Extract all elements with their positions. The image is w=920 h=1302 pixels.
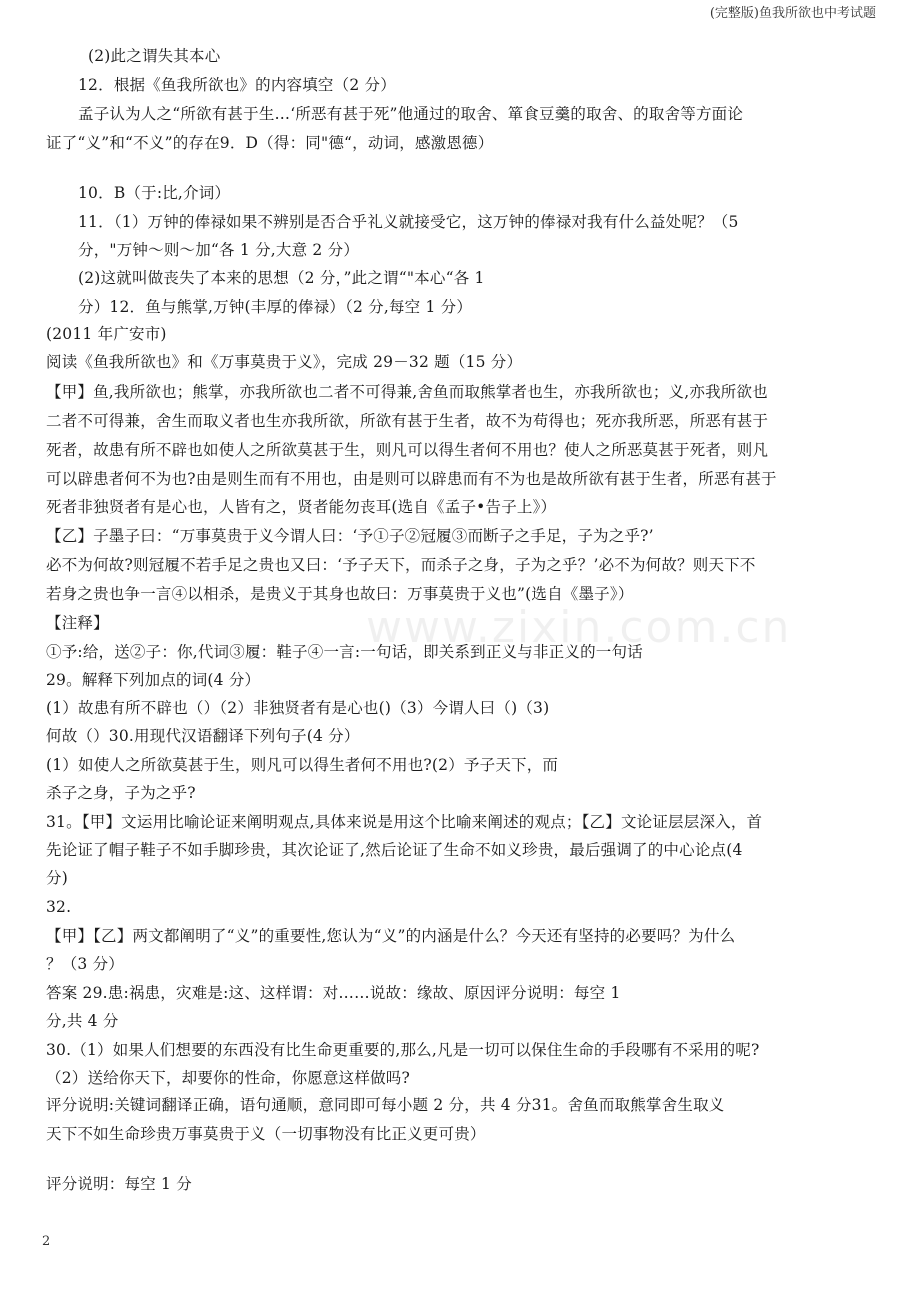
text-line: 孟子认为人之“所欲有甚于生…‘所恶有甚于死”他通过的取舍、箪食豆羹的取舍、的取舍等方面论 [78, 105, 744, 123]
text-line: （2）送给你天下，却要你的性命，你愿意这样做吗? [46, 1069, 410, 1087]
passage-jia: 可以辟患者何不为也?由是则生而有不用也，由是则可以辟患而有不为也是故所欲有甚于生者，所恶有甚于 [46, 470, 777, 488]
text-line: 天下不如生命珍贵万事莫贵于义（一切事物没有比正义更可贵） [46, 1125, 486, 1143]
text-line: 分，"万钟～则～加“各 1 分,大意 2 分） [78, 241, 360, 259]
text-line: 分）12．鱼与熊掌,万钟(丰厚的俸禄）（2 分,每空 1 分） [78, 298, 473, 316]
answer-29: 答案 29.患:祸患，灾难是:这、这样谓：对……说故：缘故、原因评分说明：每空 1 [46, 984, 621, 1002]
text-line: (2)这就叫做丧失了本来的思想（2 分，”此之谓“"本心“各 1 [78, 269, 485, 287]
passage-jia: 【甲】鱼,我所欲也；熊掌，亦我所欲也二者不可得兼,舍鱼而取熊掌者也生，亦我所欲也；义,亦我所欲也 [46, 383, 768, 401]
notes-heading: 【注释】 [46, 614, 109, 632]
text-line: 10．B（于:比,介词） [78, 184, 231, 202]
text-line: 杀子之身，子为之乎? [46, 784, 196, 802]
passage-jia: 死者非独贤者有是心也，人皆有之，贤者能勿丧耳(选自《孟子•告子上》） [46, 498, 557, 516]
text-line: ？（3 分） [46, 955, 124, 973]
question-32: 32. [46, 898, 72, 916]
passage-yi: 若身之贵也争一言④以相杀，是贵义于其身也故曰：万事莫贵于义也”(选自《墨子》） [46, 585, 634, 603]
document-header: (完整版)鱼我所欲也中考试题 [709, 6, 876, 21]
scoring-note: 评分说明:关键词翻译正确，语句通顺，意同即可每小题 2 分，共 4 分31。舍鱼而取熊掌舍生取义 [46, 1096, 725, 1114]
question-29: 29。解释下列加点的词(4 分） [46, 671, 261, 689]
notes-text: ①予:给，送②子：你,代词③履：鞋子④一言:一句话，即关系到正义与非正义的一句话 [46, 643, 643, 661]
passage-jia: 二者不可得兼，舍生而取义者也生亦我所欲，所欲有甚于生者，故不为苟得也；死亦我所恶，所恶有甚于 [46, 412, 769, 430]
passage-jia: 死者，故患有所不辟也如使人之所欲莫甚于生，则凡可以得生者何不用也？使人之所恶莫甚于死者，则凡 [46, 441, 769, 459]
passage-yi: 【乙】子墨子曰：“万事莫贵于义今谓人曰：‘予①子②冠履③而断子之手足，子为之乎?’ [46, 527, 654, 545]
question-12: 12．根据《鱼我所欲也》的内容填空（2 分） [78, 76, 396, 94]
passage-yi: 必不为何故?则冠履不若手足之贵也又曰：‘予子天下，而杀子之身，子为之乎？’必不为何故？则天下不 [46, 556, 756, 574]
reading-instruction: 阅读《鱼我所欲也》和《万事莫贵于义》，完成 29－32 题（15 分） [46, 353, 523, 371]
text-line: 何故（）30.用现代汉语翻译下列句子(4 分） [46, 727, 360, 745]
text-line: 【甲】【乙】两文都阐明了“义”的重要性,您认为“义”的内涵是什么？今天还有坚持的必要吗？为什么 [46, 927, 736, 945]
text-line: (1）如使人之所欲莫甚于生，则凡可以得生者何不用也?(2）予子天下，而 [46, 756, 559, 774]
text-line: (2)此之谓失其本心 [88, 47, 221, 65]
answer-30: 30.（1）如果人们想要的东西没有比生命更重要的,那么,凡是一切可以保住生命的手段哪有不采用的呢? [46, 1041, 760, 1059]
scoring-note: 评分说明：每空 1 分 [46, 1175, 192, 1193]
text-line: 11．（1）万钟的俸禄如果不辨别是否合乎礼义就接受它，这万钟的俸禄对我有什么益处呢？（5 [78, 213, 739, 231]
question-31: 31。【甲】文运用比喻论证来阐明观点,具体来说是用这个比喻来阐述的观点；【乙】文论证层层深入，首 [46, 813, 763, 831]
text-line: 证了“义”和“不义”的存在9．D（得：同"德“，动词，感激恩德） [46, 134, 494, 152]
text-line: 先论证了帽子鞋子不如手脚珍贵，其次论证了,然后论证了生命不如义珍贵，最后强调了的中心论点(4 [46, 841, 743, 859]
source-note: (2011 年广安市) [46, 325, 167, 343]
text-line: (1）故患有所不辟也（）（2）非独贤者有是心也()（3）今谓人曰（)（3) [46, 699, 550, 717]
text-line: 分,共 4 分 [46, 1012, 119, 1030]
page-number: 2 [42, 1234, 51, 1249]
text-line: 分) [46, 869, 68, 887]
watermark-text: www.zixin.com.cn [366, 602, 792, 653]
